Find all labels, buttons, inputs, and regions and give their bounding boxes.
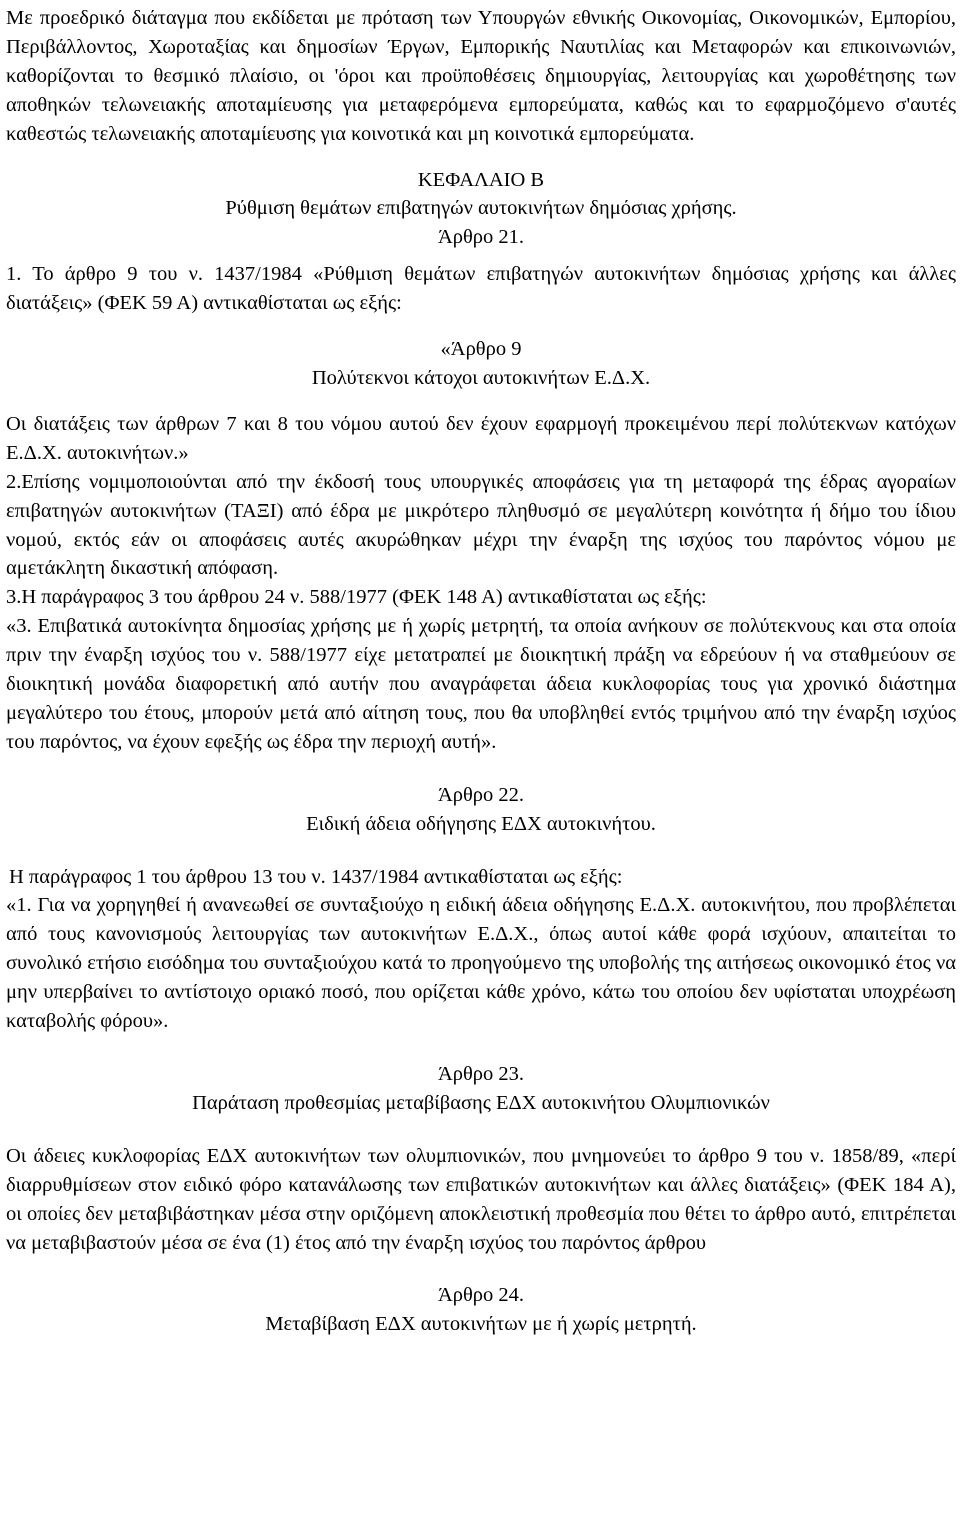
article-9-title: Πολύτεκνοι κάτοχοι αυτοκινήτων Ε.Δ.Χ. [311,366,651,389]
article-24-heading: Άρθρο 24. [437,1284,525,1307]
article-21-heading: Άρθρο 21. [437,226,525,249]
article-22-paragraph-1: Η παράγραφος 1 του άρθρου 13 του ν. 1437/1984 αντικαθίσταται ως εξής: [9,865,623,888]
article-23-title: Παράταση προθεσμίας μεταβίβασης ΕΔΧ αυτοκινήτου Ολυμπιονικών [192,1091,770,1114]
document-page [6,4,956,1339]
intro-paragraph: Με προεδρικό διάταγμα που εκδίδεται με πρόταση των Υπουργών εθνικής Οικονομίας, Οικονομικών, Εμπορίου, Περιβάλλοντος, Χωροταξίας και δημοσίων Έργων, Εμπορικής Ναυτιλίας και Μεταφορών και επικοινωνιών, καθορίζονται το θεσμικό πλαίσιο, οι 'όροι και προϋποθέσεις δημιουργίας, λειτουργίας και χωροθέτησης των αποθηκών τελωνειακής αποταμίευσης για μεταφερόμενα εμπορεύματα, καθώς και το εφαρμοζόμενο σ'αυτές καθεστώς τελωνειακής αποταμίευσης για κοινοτικά και μη κοινοτικά εμπορεύματα. [6,7,956,145]
article-21-paragraph-3-quote: «3. Επιβατικά αυτοκίνητα δημοσίας χρήσης με ή χωρίς μετρητή, τα οποία ανήκουν σε πολύτεκνους και στα οποία πριν την έναρξη ισχύος του ν. 588/1977 είχε μετατραπεί με διοικητική πράξη να εδρεύουν ή να σταθμεύουν σε διοικητική μονάδα διαφορετική από αυτήν που αναγράφεται άδεια κυκλοφορίας τους για χρονικό διάστημα μεγαλύτερο του έτους, μπορούν μετά από αίτηση τους, που θα υποβληθεί εντός τριμήνου από την έναρξη ισχύος του παρόντος, να έχουν εφεξής ως έδρα την περιοχή αυτή». [6,615,956,753]
article-9-body: Οι διατάξεις των άρθρων 7 και 8 του νόμου αυτού δεν έχουν εφαρμογή προκειμένου περί πολύτεκνων κατόχων Ε.Δ.Χ. αυτοκινήτων.» [6,412,956,464]
article-21-paragraph-2: 2.Επίσης νομιμοποιούνται από την έκδοσή τους υπουργικές αποφάσεις για τη μεταφορά της έδρας αγοραίων επιβατηγών αυτοκινήτων (ΤΑΞΙ) από έδρα με μικρότερο πληθυσμό σε μεγαλύτερη κοινότητα ή δήμο του ίδιου νομού, εκτός εάν οι αποφάσεις αυτές ακυρώθηκαν μέχρι την έναρξη της ισχύος του παρόντος νόμου με αμετάκλητη δικαστική απόφαση. [6,470,956,580]
article-22-heading: Άρθρο 22. [437,783,525,806]
article-22-quote: «1. Για να χορηγηθεί ή ανανεωθεί σε συνταξιούχο η ειδική άδεια οδήγησης Ε.Δ.Χ. αυτοκινήτου, που προβλέπεται από τους κανονισμούς λειτουργίας των αυτοκινήτων Ε.Δ.Χ., όπως αυτοί κάθε φορά ισχύουν, απαιτείται το συνολικό ετήσιο εισόδημα του συνταξιούχου κατά το προηγούμενο της υποβολής της αιτήσεως οικονομικό έτος να μην υπερβαίνει το αντίστοιχο οριακό ποσό, που ορίζεται κάθε χρόνο, κάτω του οποίου δεν υφίσταται υποχρέωση καταβολής φόρου». [6,894,956,1033]
article-23-body: Οι άδειες κυκλοφορίας ΕΔΧ αυτοκινήτων των ολυμπιονικών, που μνημονεύει το άρθρο 9 του ν. 1858/89, «περί διαρρυθμίσεων στον ειδικό φόρο κατανάλωσης των επιβατικών αυτοκινήτων και άλλες διατάξεις» (ΦΕΚ 184 Α), οι οποίες δεν μεταβιβάστηκαν μέσα στην οριζόμενη αποκλειστική προθεσμία που θέτει το άρθρο αυτό, επιτρέπεται να μεταβιβαστούν μέσα σε ένα (1) έτος από την έναρξη ισχύος του παρόντος άρθρου [6,1144,956,1254]
article-9-heading: «Άρθρο 9 [440,338,522,361]
article-21-paragraph-3: 3.Η παράγραφος 3 του άρθρου 24 ν. 588/1977 (ΦΕΚ 148 Α) αντικαθίσταται ως εξής: [6,586,707,609]
article-22-title: Ειδική άδεια οδήγησης ΕΔΧ αυτοκινήτου. [306,812,656,835]
chapter-title: Ρύθμιση θεμάτων επιβατηγών αυτοκινήτων δημόσιας χρήσης. [225,197,737,220]
article-23-heading: Άρθρο 23. [437,1063,525,1085]
article-21-paragraph-1: 1. Το άρθρο 9 του ν. 1437/1984 «Ρύθμιση θεμάτων επιβατηγών αυτοκινήτων δημόσιας χρήσης και άλλες διατάξεις» (ΦΕΚ 59 Α) αντικαθίσταται ως εξής: [6,263,956,315]
article-24-title: Μεταβίβαση ΕΔΧ αυτοκινήτων με ή χωρίς μετρητή. [265,1313,697,1336]
chapter-heading: ΚΕΦΑΛΑΙΟ Β [417,168,545,191]
